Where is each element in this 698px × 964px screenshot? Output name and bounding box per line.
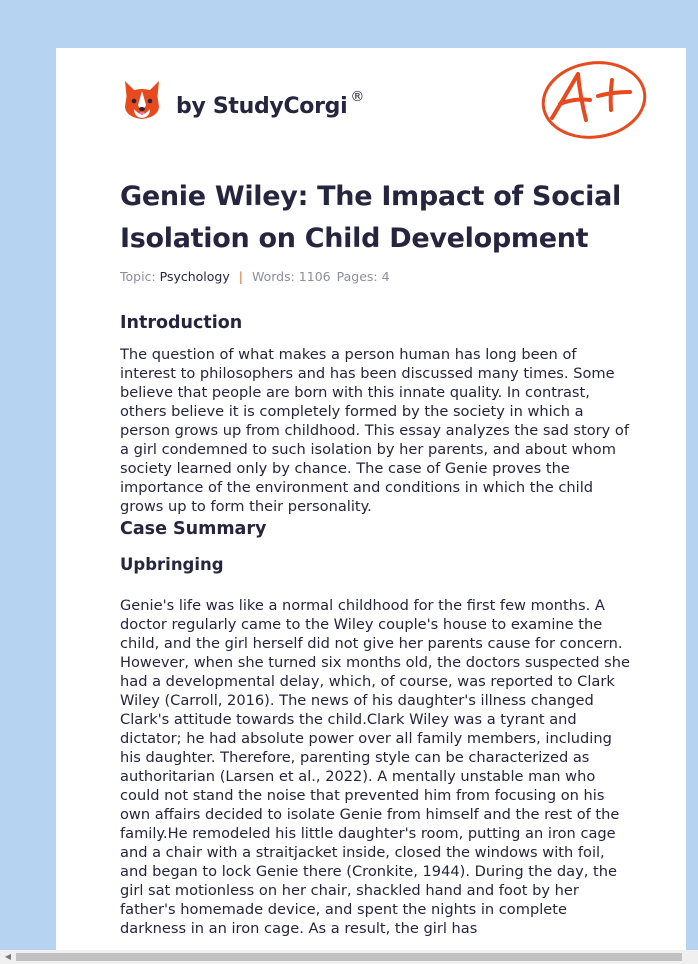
upbringing-paragraph: Genie's life was like a normal childhood for the first few months. A doctor regularly came to the Wiley couple's house to examine the child, and the girl herself did not give her parents cause for concern. However, when she turned six months old, the doctors suspected she had a developmental delay, which, of course, was reported to Clark Wiley (Carroll, 2016). The news of his daughter's illness changed Clark's attitude towards the child.Clark Wiley was a tyrant and dictator; he had absolute power over all family members, including his daughter. Therefore, parenting style can be characterized as authoritarian (Larsen et al., 2022). A mentally unstable man who could not stand the noise that prevented him from focusing on his own affairs decided to isolate Genie from himself and the rest of the family.He remodeled his little daughter's room, putting an iron cage and a chair with a straitjacket inside, closed the windows with foil, and began to lock Genie there (Cronkite, 1944). During the day, the girl sat motionless on her chair, shackled hand and foot by her father's homemade device, and spent the nights in complete darkness in an iron cage. As a result, the girl has <box>120 597 630 937</box>
case-summary-heading: Case Summary <box>120 519 267 539</box>
essay-title: Genie Wiley: The Impact of Social Isolation on Child Development <box>120 181 621 254</box>
page-count: Pages: 4 <box>336 269 390 284</box>
topic-link[interactable]: Psychology <box>159 269 230 284</box>
a-plus-badge-icon <box>538 60 648 140</box>
essay-body <box>120 310 632 938</box>
studycorgi-logo[interactable] <box>122 76 364 126</box>
essay-page <box>56 48 686 950</box>
logo-wordmark: by StudyCorgi ® <box>176 88 365 119</box>
registered-mark: ® <box>350 88 365 105</box>
horizontal-scrollbar[interactable] <box>0 950 698 964</box>
scrollbar-thumb[interactable] <box>16 953 682 961</box>
word-count: Words: 1106 <box>251 269 331 284</box>
corgi-logo-icon <box>122 79 162 123</box>
meta-separator: | <box>238 269 243 284</box>
topic-label: Topic: <box>120 269 156 284</box>
upbringing-heading: Upbringing <box>120 555 224 574</box>
introduction-paragraph: The question of what makes a person human has long been of interest to philosophers and has been discussed many times. Some believe that people are born with this innate quality. In contrast, others believe it is completely formed by the society in which a person grows up from childhood. This essay analyzes the sad story of a girl condemned to such isolation by her parents, and about whom society learned only by chance. The case of Genie proves the importance of the environment and conditions in which the child grows up to form their personality. <box>120 346 629 515</box>
introduction-heading: Introduction <box>120 313 243 333</box>
essay-meta <box>120 269 390 284</box>
scroll-left-arrow-icon[interactable]: ◀ <box>4 952 12 961</box>
